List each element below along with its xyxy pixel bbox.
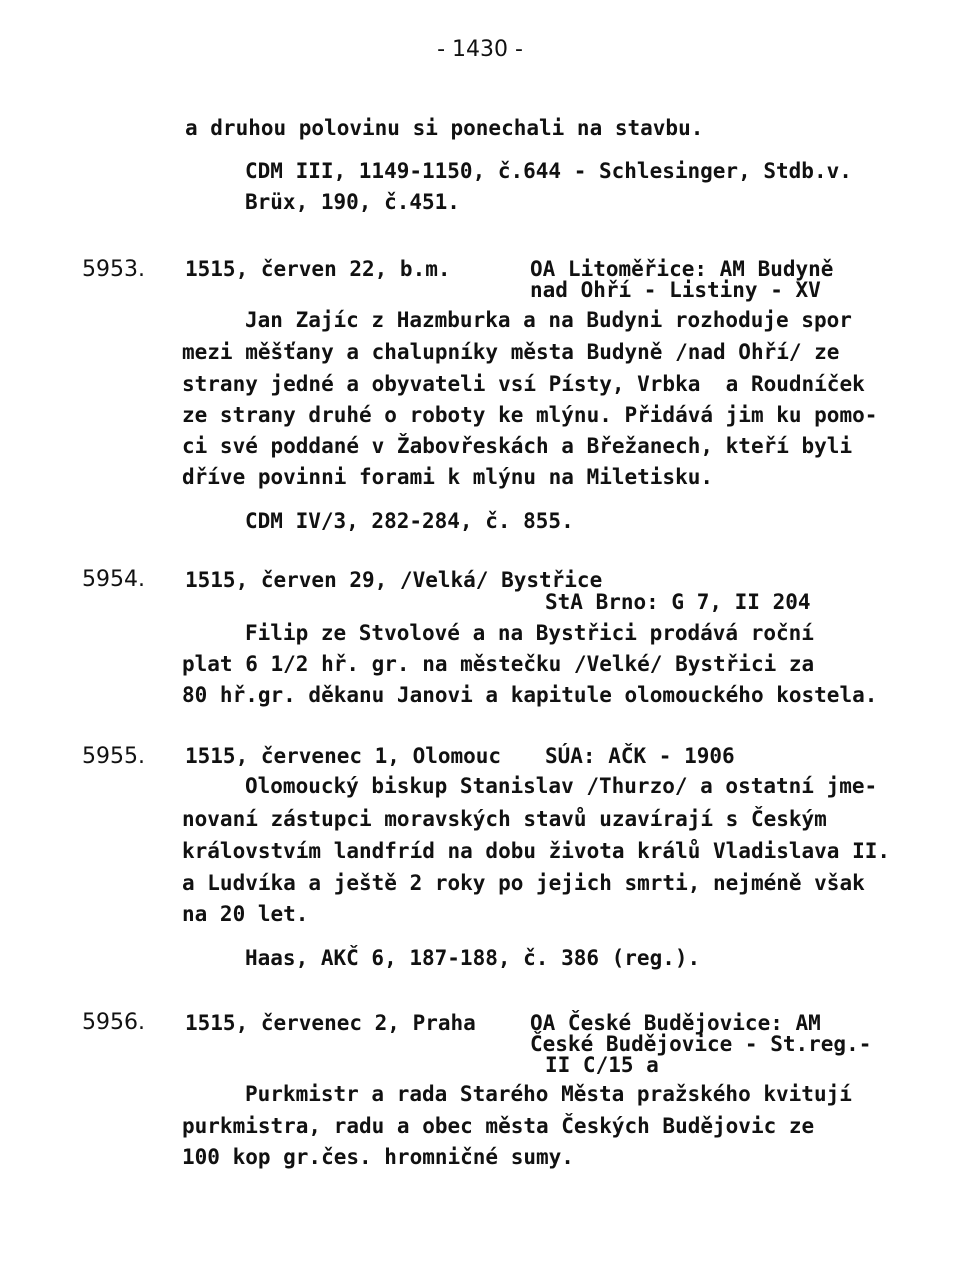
entry-text-line: Filip ze Stvolové a na Bystřici prodává roční <box>245 621 814 645</box>
entry-date-place: 1515, červen 29, /Velká/ Bystřice <box>185 568 603 592</box>
entry-text-line: purkmistra, radu a obec města Českých Budějovic ze <box>182 1114 815 1138</box>
entry-number: 5954. <box>82 567 145 592</box>
entry-text-line: královstvím landfríd na dobu života králů Vladislava II. <box>182 839 891 863</box>
entry-text-line: Jan Zajíc z Hazmburka a na Budyni rozhoduje spor <box>245 308 852 332</box>
entry-text-line: novaní zástupci moravských stavů uzavírají s Českým <box>182 807 827 831</box>
entry-text-line: 100 kop gr.čes. hromničné sumy. <box>182 1145 574 1169</box>
entry-number: 5956. <box>82 1010 145 1035</box>
entry-number: 5955. <box>82 744 145 769</box>
intro-source-line: Brüx, 190, č.451. <box>245 190 460 214</box>
entry-archive-line: OA České Budějovice: AM <box>530 1011 821 1035</box>
entry-archive-line: II C/15 a <box>545 1053 659 1077</box>
entry-text-line: ze strany druhé o roboty ke mlýnu. Přidává jim ku pomo- <box>182 403 878 427</box>
entry-text-line: 80 hř.gr. děkanu Janovi a kapitule olomouckého kostela. <box>182 683 878 707</box>
entry-source: Haas, AKČ 6, 187-188, č. 386 (reg.). <box>245 946 701 970</box>
entry-text-line: mezi měšťany a chalupníky města Budyně /nad Ohří/ ze <box>182 340 840 364</box>
entry-number: 5953. <box>82 257 145 282</box>
entry-text-line: plat 6 1/2 hř. gr. na městečku /Velké/ Bystřici za <box>182 652 815 676</box>
entry-text-line: na 20 let. <box>182 902 309 926</box>
entry-text-line: ci své poddané v Žabovřeskách a Břežanech, kteří byli <box>182 434 853 458</box>
entry-text-line: a Ludvíka a ještě 2 roky po jejich smrti, nejméně však <box>182 871 865 895</box>
page-number: - 1430 - <box>437 37 523 62</box>
entry-date-place: 1515, červenec 1, Olomouc <box>185 744 502 768</box>
entry-date-place: 1515, červen 22, b.m. <box>185 257 451 281</box>
entry-date-place: 1515, červenec 2, Praha <box>185 1011 476 1035</box>
entry-text-line: strany jedné a obyvateli vsí Písty, Vrbka a Roudníček <box>182 372 865 396</box>
entry-archive-line: StA Brno: G 7, II 204 <box>545 590 811 614</box>
entry-archive-line: České Budějovice - St.reg.- <box>530 1032 872 1056</box>
intro-source-line: CDM III, 1149-1150, č.644 - Schlesinger, Stdb.v. <box>245 159 852 183</box>
entry-archive-line: SÚA: AČK - 1906 <box>545 744 735 768</box>
entry-archive-line: OA Litoměřice: AM Budyně <box>530 257 834 281</box>
entry-text-line: Purkmistr a rada Starého Města pražského kvitují <box>245 1082 852 1106</box>
entry-archive-line: nad Ohří - Listiny - XV <box>530 278 821 302</box>
intro-text-line: a druhou polovinu si ponechali na stavbu. <box>185 116 704 140</box>
entry-text-line: Olomoucký biskup Stanislav /Thurzo/ a ostatní jme- <box>245 774 878 798</box>
entry-source: CDM IV/3, 282-284, č. 855. <box>245 509 574 533</box>
entry-text-line: dříve povinni forami k mlýnu na Miletisku. <box>182 465 714 489</box>
